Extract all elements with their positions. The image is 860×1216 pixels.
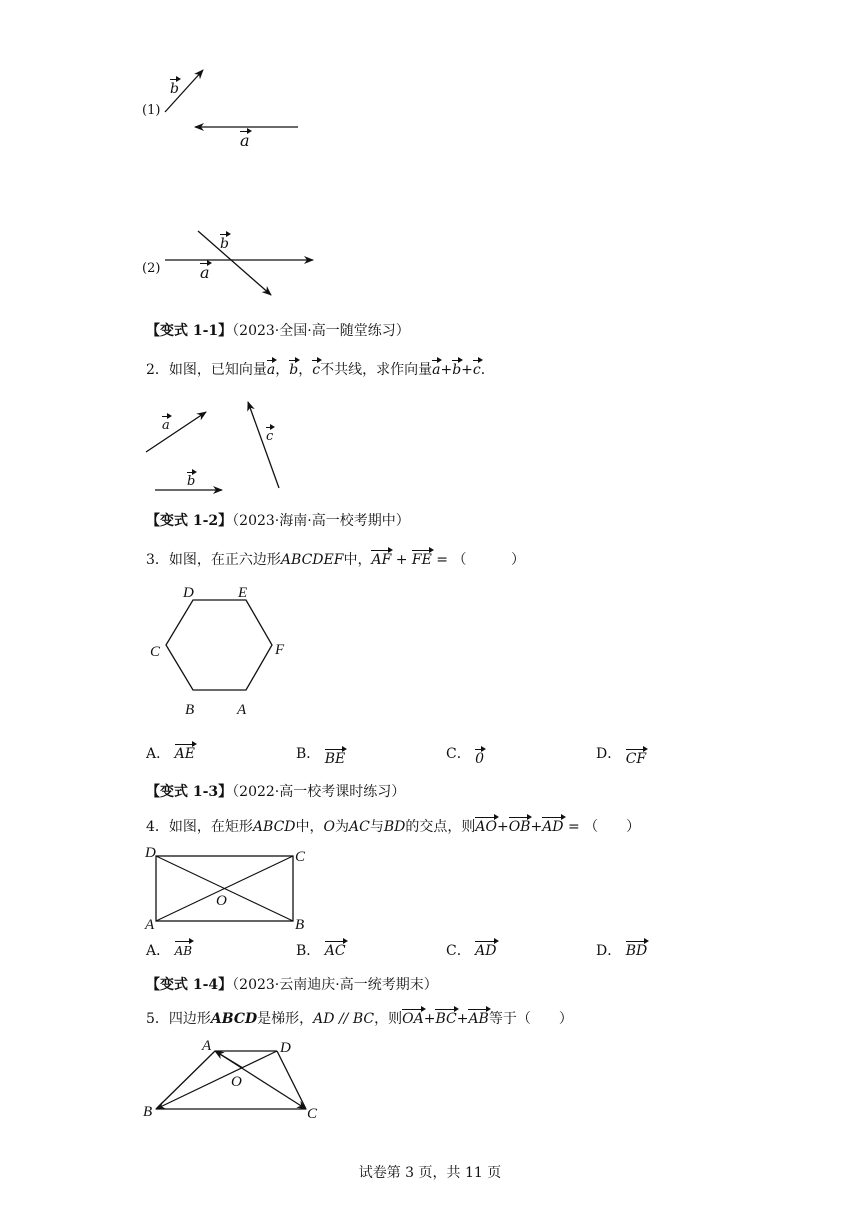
q3-option-b[interactable]: B． BE	[296, 746, 346, 767]
variant-tag: 【变式 1-1】	[146, 323, 233, 339]
q2-vec-b-label: b	[187, 474, 196, 489]
vertex-A: A	[202, 1038, 212, 1054]
point-O: O	[231, 1074, 242, 1090]
q4-option-c[interactable]: C． AD	[446, 943, 497, 959]
variant-1-1-heading	[146, 322, 410, 340]
vertex-C: C	[307, 1106, 318, 1122]
q4-option-d[interactable]: D． BD	[596, 943, 648, 959]
q4-option-a[interactable]: A． AB	[146, 943, 193, 959]
fig1-diagram-2	[140, 225, 340, 305]
rectangle-figure	[140, 843, 320, 933]
q2-vec-a-label: a	[162, 418, 170, 433]
fig1-vec-b-label-2: b	[220, 236, 229, 252]
vertex-B: B	[143, 1104, 153, 1120]
q3-option-c[interactable]: C． 0	[446, 746, 485, 767]
fig1-label-1: (1)	[142, 103, 161, 118]
q3-option-a[interactable]: A． AE	[146, 746, 195, 762]
vector-c-arrow	[248, 402, 279, 488]
q4-option-b[interactable]: B． AC	[296, 943, 346, 959]
vertex-D: D	[145, 845, 156, 861]
vertex-B: B	[185, 702, 195, 718]
vertex-B: B	[295, 917, 305, 933]
question-2-figure	[140, 398, 300, 498]
variant-1-3-heading: 【变式 1-3】（2022·高一校考课时练习）	[146, 784, 406, 800]
fig1-label-2: (2)	[142, 261, 161, 276]
fig1-vec-a-label-2: a	[200, 263, 210, 282]
question-4-text: 4．如图，在矩形ABCD中，O为AC与BD的交点，则AO+OB+AD = （ ）	[146, 819, 641, 835]
page-footer: 试卷第 3 页，共 11 页	[358, 1165, 502, 1181]
vertex-A: A	[237, 702, 247, 718]
variant-source: （2023·全国·高一随堂练习）	[232, 323, 410, 339]
q3-option-d[interactable]: D． CF	[596, 746, 647, 767]
point-O: O	[216, 893, 227, 909]
vector-a-arrow	[146, 412, 206, 452]
vertex-C: C	[295, 849, 306, 865]
question-2-text: 2．如图，已知向量a，b，c不共线，求作向量a+b+c．	[146, 362, 495, 378]
question-3-text: 3．如图，在正六边形ABCDEF中，AF + FE = （ ）	[146, 552, 526, 568]
q2-vec-c-label: c	[266, 429, 274, 444]
variant-1-4-heading: 【变式 1-4】（2023·云南迪庆·高一统考期末）	[146, 977, 438, 993]
hexagon-figure	[140, 582, 300, 722]
vertex-A: A	[145, 917, 155, 933]
vertex-E: E	[238, 585, 248, 601]
trapezoid-figure	[140, 1036, 340, 1126]
vertex-D: D	[280, 1040, 291, 1056]
vertex-D: D	[183, 585, 194, 601]
question-5-text: 5．四边形ABCD是梯形，AD // BC，则OA+BC+AB等于（ ）	[146, 1011, 573, 1027]
vertex-F: F	[275, 642, 285, 658]
fig1-vec-a-label-1: a	[240, 131, 250, 150]
fig1-vec-b-label-1: b	[170, 81, 179, 97]
variant-1-2-heading: 【变式 1-2】（2023·海南·高一校考期中）	[146, 513, 410, 529]
vertex-C: C	[150, 644, 161, 660]
